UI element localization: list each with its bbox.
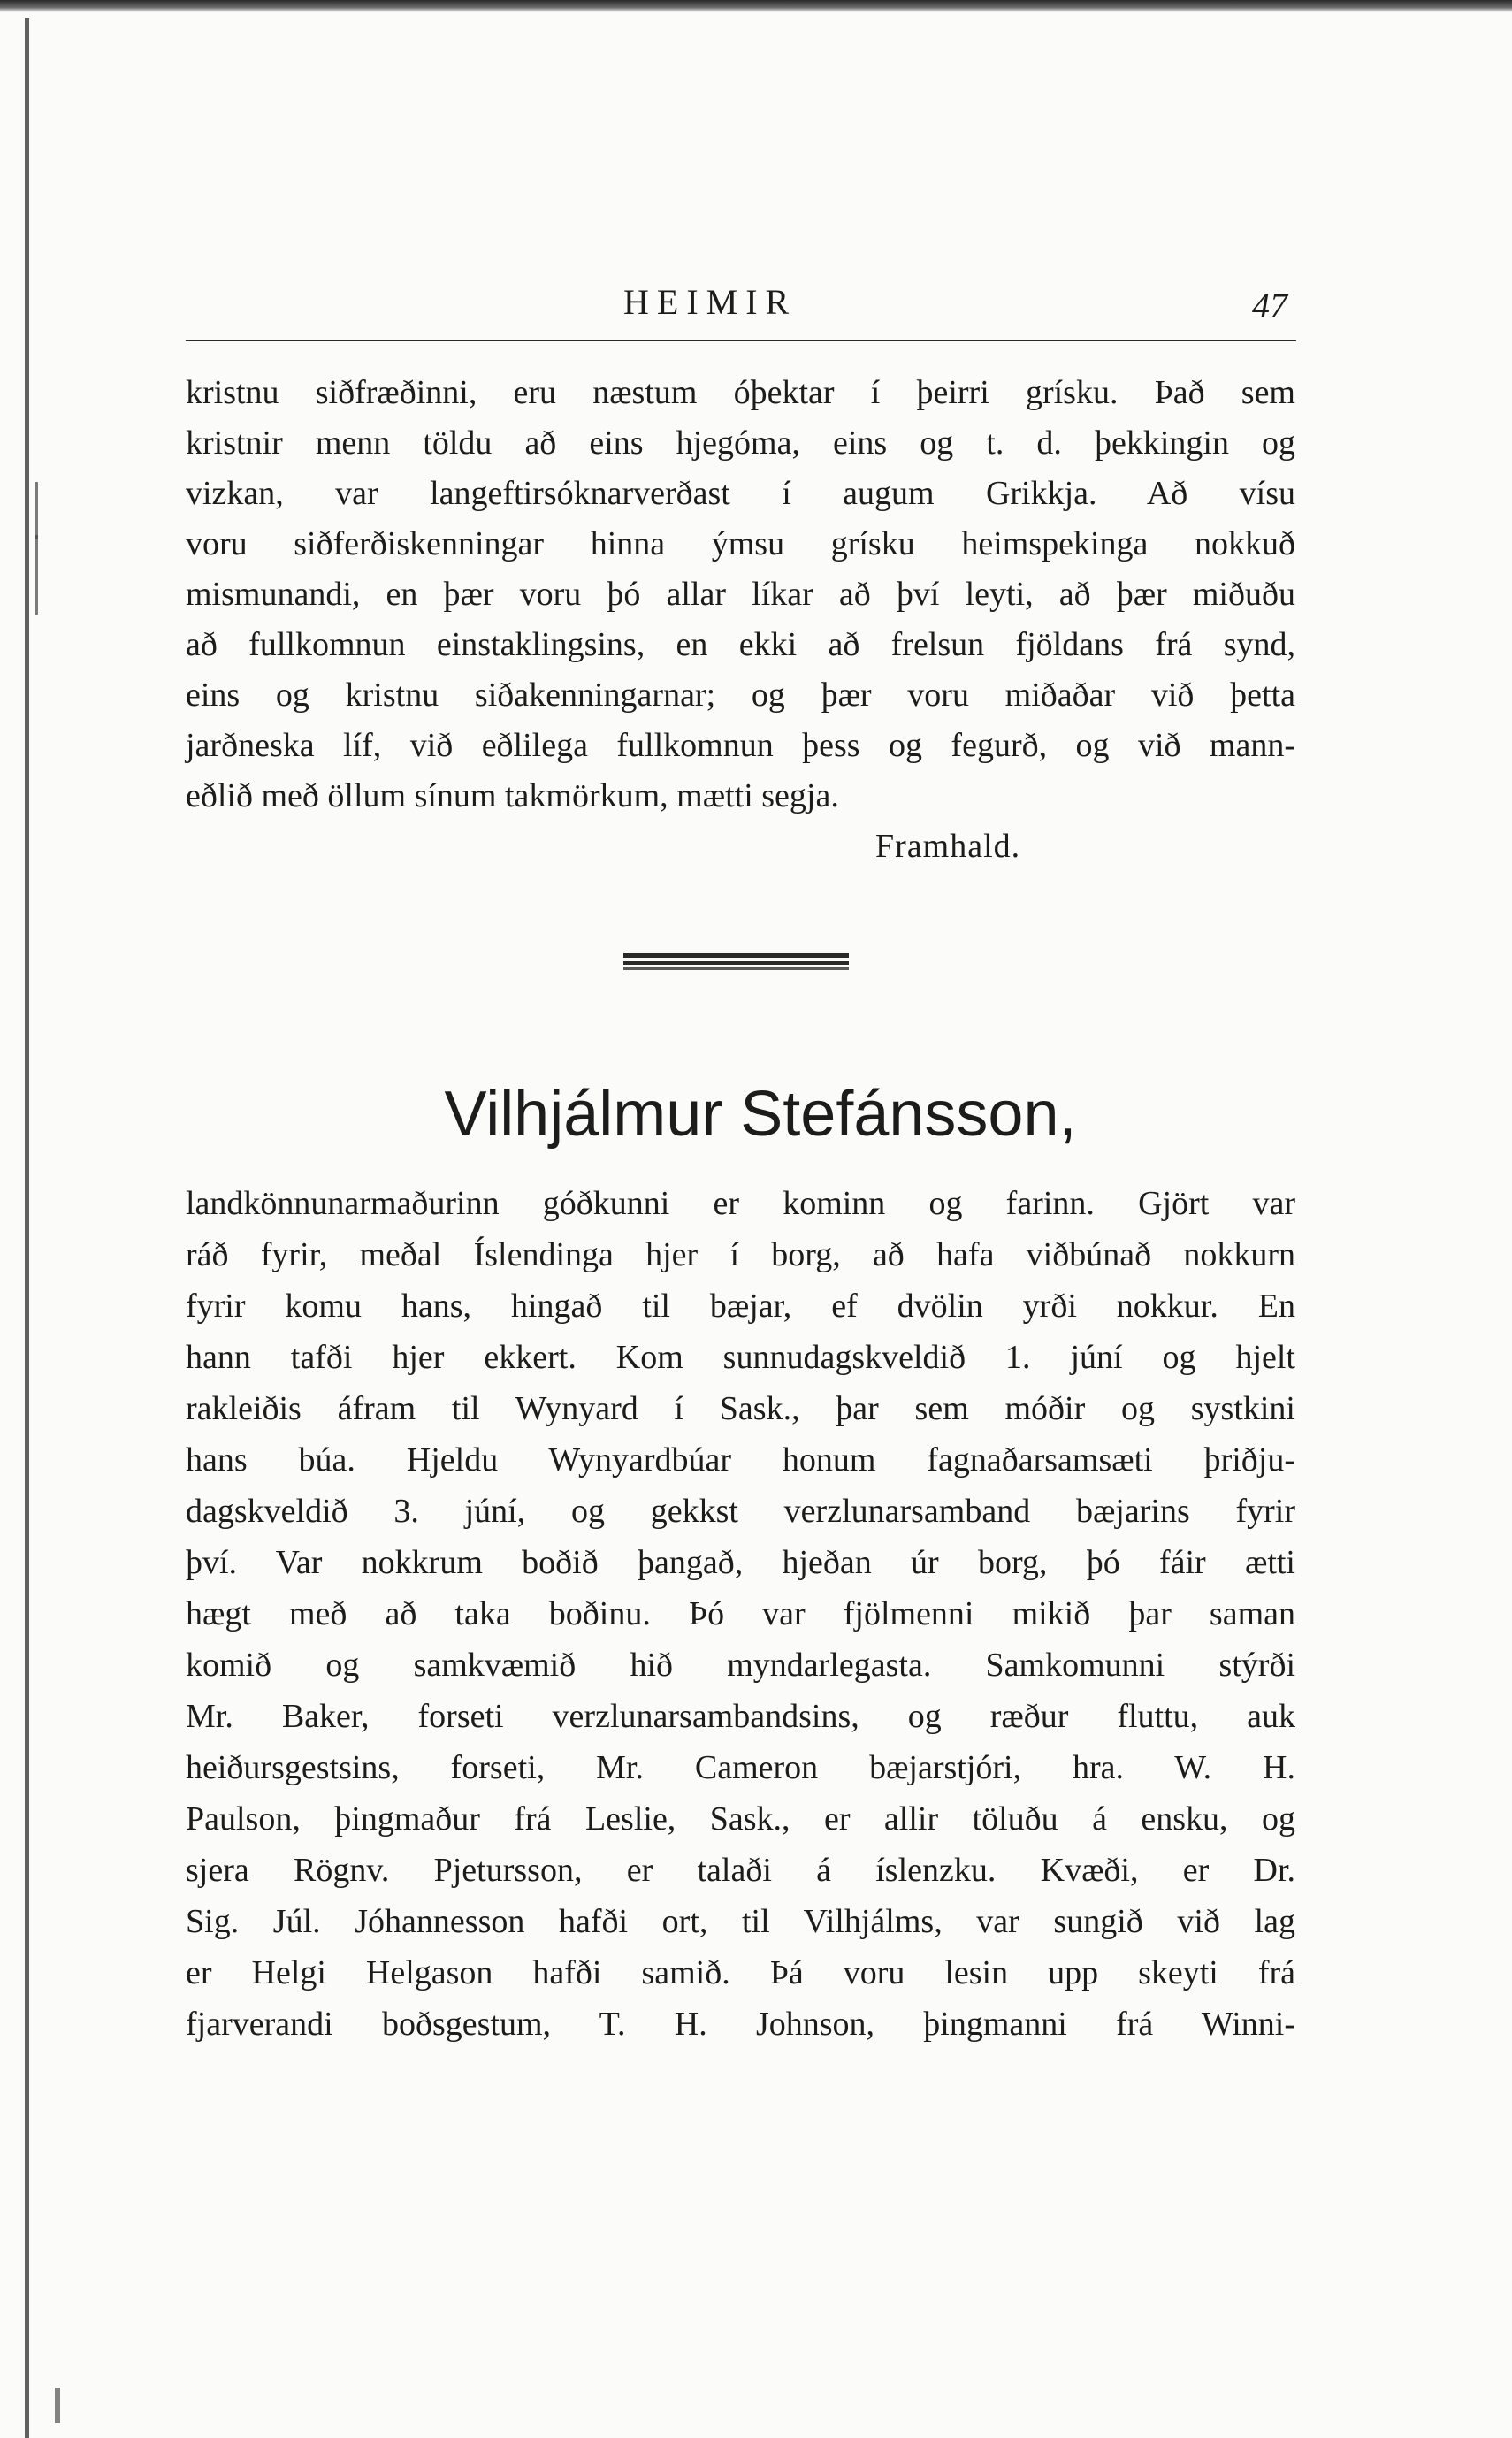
page-number: 47: [1252, 286, 1287, 325]
text-line: jarðneska líf, við eðlilega fullkomnun þess og fegurð, og við mann-: [186, 727, 1295, 764]
text-line: kristnir menn töldu að eins hjegóma, eins og t. d. þekkingin og: [186, 424, 1295, 462]
text-line: Mr. Baker, forseti verzlunarsambandsins, og ræður fluttu, auk: [186, 1698, 1295, 1735]
text-line: komið og samkvæmið hið myndarlegasta. Samkomunni stýrði: [186, 1647, 1295, 1684]
scan-binding-edge: [25, 18, 29, 2438]
running-head: [177, 281, 1291, 334]
text-line: hans búa. Hjeldu Wynyardbúar honum fagnaðarsamsæti þriðju-: [186, 1441, 1295, 1479]
text-line: dagskveldið 3. júní, og gekkst verzlunarsamband bæjarins fyrir: [186, 1493, 1295, 1530]
text-line: hann tafði hjer ekkert. Kom sunnudagskveldið 1. júní og hjelt: [186, 1339, 1295, 1376]
text-line: vizkan, var langeftirsóknarverðast í augum Grikkja. Að vísu: [186, 475, 1295, 512]
text-line: hægt með að taka boðinu. Þó var fjölmenni mikið þar saman: [186, 1595, 1295, 1632]
text-line: heiðursgestsins, forseti, Mr. Cameron bæjarstjóri, hra. W. H.: [186, 1749, 1295, 1786]
text-line: eins og kristnu siðakenningarnar; og þær voru miðaðar við þetta: [186, 676, 1295, 714]
text-line: er Helgi Helgason hafði samið. Þá voru lesin upp skeyti frá: [186, 1954, 1295, 1991]
text-line: ráð fyrir, meðal Íslendinga hjer í borg, að hafa viðbúnað nokkurn: [186, 1236, 1295, 1273]
running-head-title: HEIMIR: [623, 282, 798, 322]
text-line: eðlið með öllum sínum takmörkum, mætti segja.: [186, 777, 839, 814]
article-title: Vilhjálmur Stefánsson,: [444, 1079, 1077, 1150]
header-rule: [186, 340, 1296, 341]
text-line: því. Var nokkrum boðið þangað, hjeðan úr borg, þó fáir ætti: [186, 1544, 1295, 1581]
text-line: fyrir komu hans, hingað til bæjar, ef dvölin yrði nokkur. En: [186, 1288, 1295, 1325]
text-line: að fullkomnun einstaklingsins, en ekki að frelsun fjöldans frá synd,: [186, 626, 1295, 663]
section-divider-ornament: [623, 953, 849, 973]
text-line: landkönnunarmaðurinn góðkunni er kominn og farinn. Gjört var: [186, 1185, 1295, 1222]
text-line: sjera Rögnv. Pjetursson, er talaði á íslenzku. Kvæði, er Dr.: [186, 1852, 1295, 1889]
text-line: rakleiðis áfram til Wynyard í Sask., þar sem móðir og systkini: [186, 1390, 1295, 1427]
text-line: fjarverandi boðsgestum, T. H. Johnson, þingmanni frá Winni-: [186, 2006, 1295, 2043]
scan-margin-mark: [35, 482, 38, 539]
text-line: Sig. Júl. Jóhannesson hafði ort, til Vilhjálms, var sungið við lag: [186, 1903, 1295, 1940]
scan-margin-mark: [35, 535, 38, 615]
text-line: kristnu siðfræðinni, eru næstum óþektar í þeirri grísku. Það sem: [186, 374, 1295, 411]
text-line: Paulson, þingmaður frá Leslie, Sask., er allir töluðu á ensku, og: [186, 1800, 1295, 1838]
scan-top-edge: [0, 0, 1512, 12]
text-line: voru siðferðiskenningar hinna ýmsu grísku heimspekinga nokkuð: [186, 525, 1295, 562]
signoff: Framhald.: [875, 828, 1021, 865]
text-line: mismunandi, en þær voru þó allar líkar að því leyti, að þær miðuðu: [186, 576, 1295, 613]
scan-margin-mark: [55, 2388, 60, 2423]
